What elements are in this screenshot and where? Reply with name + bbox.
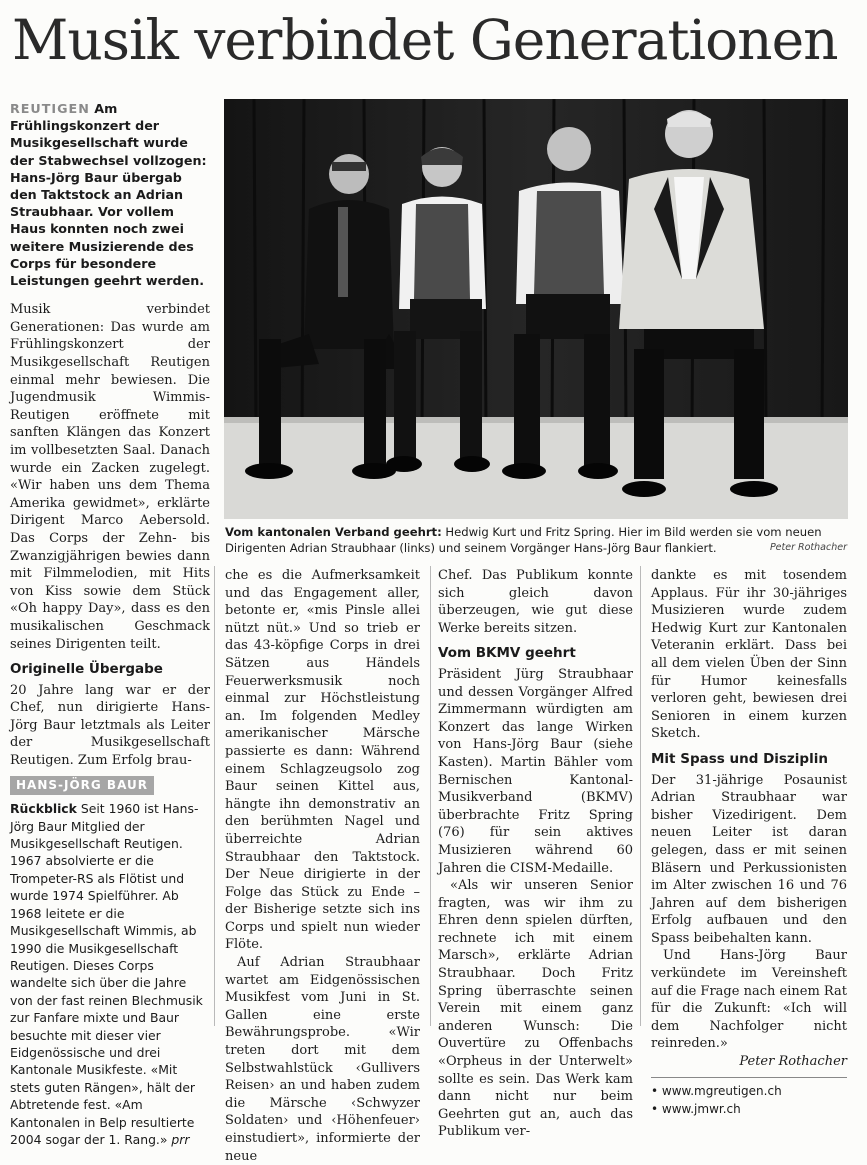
- photo-credit: Peter Rothacher: [769, 542, 847, 553]
- body-paragraph: dankte es mit tosendem Applaus. Für ihr 30-jähriges Musizieren wurde zudem Hedwig Kurt zur Kantonalen Veteranin erklärt. Dass bei all dem vielen Üben der Sinn für Humor keinesfalls verloren geht, bewiesen drei Senioren in einem kurzen Sketch.: [651, 568, 847, 742]
- column-1: [10, 100, 210, 1148]
- link-jmwr[interactable]: • www.jmwr.ch: [651, 1101, 741, 1116]
- body-paragraph: Präsident Jürg Straubhaar und dessen Vorgänger Alfred Zimmermann würdigten am Konzert das lange Wirken von Hans-Jörg Baur (siehe Kasten). Martin Bähler vom Bernischen Kantonal-Musikverband (BKMV) überbrachte Fritz Spring (76) für sein aktives Musizieren während 60 Jahren die CISM-Medaille.: [438, 666, 633, 876]
- headline: Musik verbindet Generationen: [12, 8, 838, 72]
- caption-lead: Vom kantonalen Verband geehrt:: [225, 525, 442, 539]
- body-paragraph: «Als wir unseren Senior fragten, was wir ihm zu Ehren denn spielen dürften, rechnete ich mit einem Marsch», erklärte Adrian Straubhaar. Doch Fritz Spring überraschte seinen Verein mit einem ganz anderen Wunsch: Die Ouvertüre zu Offenbachs «Orpheus in der Unterwelt» sollte es sein. Das Werk kam dann nicht nur beim Geehrten gut an, auch das Publikum ver-: [438, 878, 633, 1140]
- divider: [651, 1077, 847, 1078]
- box-tag: HANS-JÖRG BAUR: [10, 776, 154, 796]
- column-2: [225, 567, 420, 1165]
- dateline: REUTIGEN: [10, 101, 90, 116]
- caption-text: Hedwig Kurt und Fritz Spring. Hier im Bild werden sie vom neuen Dirigenten Adrian Straubhaar (links) und seinem Vorgänger Hans-Jörg Baur flankiert.: [225, 525, 822, 555]
- lead-paragraph: [10, 100, 210, 289]
- column-4: [651, 567, 847, 1118]
- photo-illustration: [224, 99, 848, 519]
- box-title: Rückblick: [10, 801, 77, 817]
- subheading: Originelle Übergabe: [10, 661, 163, 678]
- box-body: Seit 1960 ist Hans-Jörg Baur Mitglied der Musikgesellschaft Reutigen. 1967 absolvierte er die Trompeter-RS als Flötist und wurde 1974 Spielführer. Ab 1968 leitete er die Musikgesellschaft Wimmis, ab 1990 die Musikgesellschaft Reutigen. Dieses Corps wandelte sich über die Jahre von der fast reinen Blechmusik zur Fanfare mixte und Baur besuchte mit dieser vier Eidgenössische und drei Kantonale Musikfeste. «Mit stets guten Rängen», hält der Abtretende fest. «Am Kantonalen in Belp resultierte 2004 sogar der 1. Rang.»: [10, 801, 203, 1147]
- body-paragraph: 20 Jahre lang war er der Chef, nun dirigierte Hans-Jörg Baur letztmals als Leiter der Musikgesellschaft Reutigen. Zum Erfolg brau-: [10, 682, 210, 769]
- column-rule: [430, 566, 431, 1026]
- box-initials: prr: [171, 1131, 190, 1147]
- subheading: Mit Spass und Disziplin: [651, 750, 828, 767]
- body-paragraph: che es die Aufmerksamkeit und das Engagement aller, betonte er, «mis Pinsle allei nützt nüt.» Und so trieb er das 43-köpfige Corps in drei Sätzen aus Händels Feuerwerksmusik noch einmal zur Höchstleistung an. Im folgenden Medley amerikanischer Märsche passierte es dann: Während einem Schlagzeugsolo zog Baur seinen Kittel aus, hängte ihn demonstrativ an den berühmten Nagel und überreichte Adrian Straubhaar den Taktstock. Der Neue dirigierte in der Folge das Stück zu Ende – der Bisherige setzte sich ins Corps und spielt nun wieder Flöte.: [225, 568, 420, 953]
- lead-text: Am Frühlingskonzert der Musikgesellschaft wurde der Stabwechsel vollzogen: Hans-Jörg Baur übergab den Taktstock an Adrian Straubhaar. Vor vollem Haus konnten noch zwei weitere Musizierende des Corps für besondere Leistungen geehrt werden.: [10, 101, 207, 289]
- body-paragraph: Musik verbindet Generationen: Das wurde am Frühlingskonzert der Musikgesellschaft Reutigen einmal mehr bewiesen. Die Jugendmusik Wimmis-Reutigen eröffnete mit sanften Klängen das Konzert im vollbesetzten Saal. Danach wurde ein Zacken zugelegt. «Wir haben uns dem Thema Amerika gewidmet», erklärte Dirigent Marco Aebersold. Das Corps der Zehn- bis Zwanzigjährigen bewies dann mit Filmmelodien, mit Hits von Kiss sowie dem Stück «Oh happy Day», dass es den musikalischen Geschmack seines Dirigenten teilt.: [10, 302, 210, 652]
- link-mgreutigen[interactable]: • www.mgreutigen.ch: [651, 1083, 782, 1098]
- column-rule: [640, 566, 641, 1026]
- links-list: [651, 1082, 847, 1118]
- closing-text: Und Hans-Jörg Baur verkündete im Vereinsheft auf die Frage nach einem Rat für die Zukunft: «Ich will dem Nachfolger nicht reinreden.»: [651, 948, 847, 1052]
- body-paragraph: Auf Adrian Straubhaar wartet am Eidgenössischen Musikfest vom Juni in St. Gallen eine erste Bewährungsprobe. «Wir treten dort mit dem Selbstwahlstück ‹Gullivers Reisen› an und haben zudem die Märsche ‹Schwyzer Soldaten› und ‹Höhenfeuer› einstudiert», informierte der neue: [225, 955, 420, 1164]
- body-paragraph: Chef. Das Publikum konnte sich gleich davon überzeugen, wie gut diese Werke bereits sitzen.: [438, 568, 633, 636]
- author-signature: Peter Rothacher: [739, 1054, 847, 1070]
- body-paragraph: [651, 947, 847, 1070]
- photo: [224, 99, 848, 519]
- box-text: [10, 800, 210, 1148]
- column-3: [438, 567, 633, 1141]
- subheading: Vom BKMV geehrt: [438, 645, 576, 662]
- photo-caption: [225, 524, 847, 556]
- column-rule: [214, 566, 215, 1026]
- body-paragraph: Der 31-jährige Posaunist Adrian Straubhaar war bisher Vizedirigent. Dem neuen Leiter ist daran gelegen, dass er mit seinen Bläsern und Perkussionisten im Alter zwischen 16 und 76 Jahren auf dem bisherigen Erfolg aufbauen und den Spass beibehalten kann.: [651, 772, 847, 946]
